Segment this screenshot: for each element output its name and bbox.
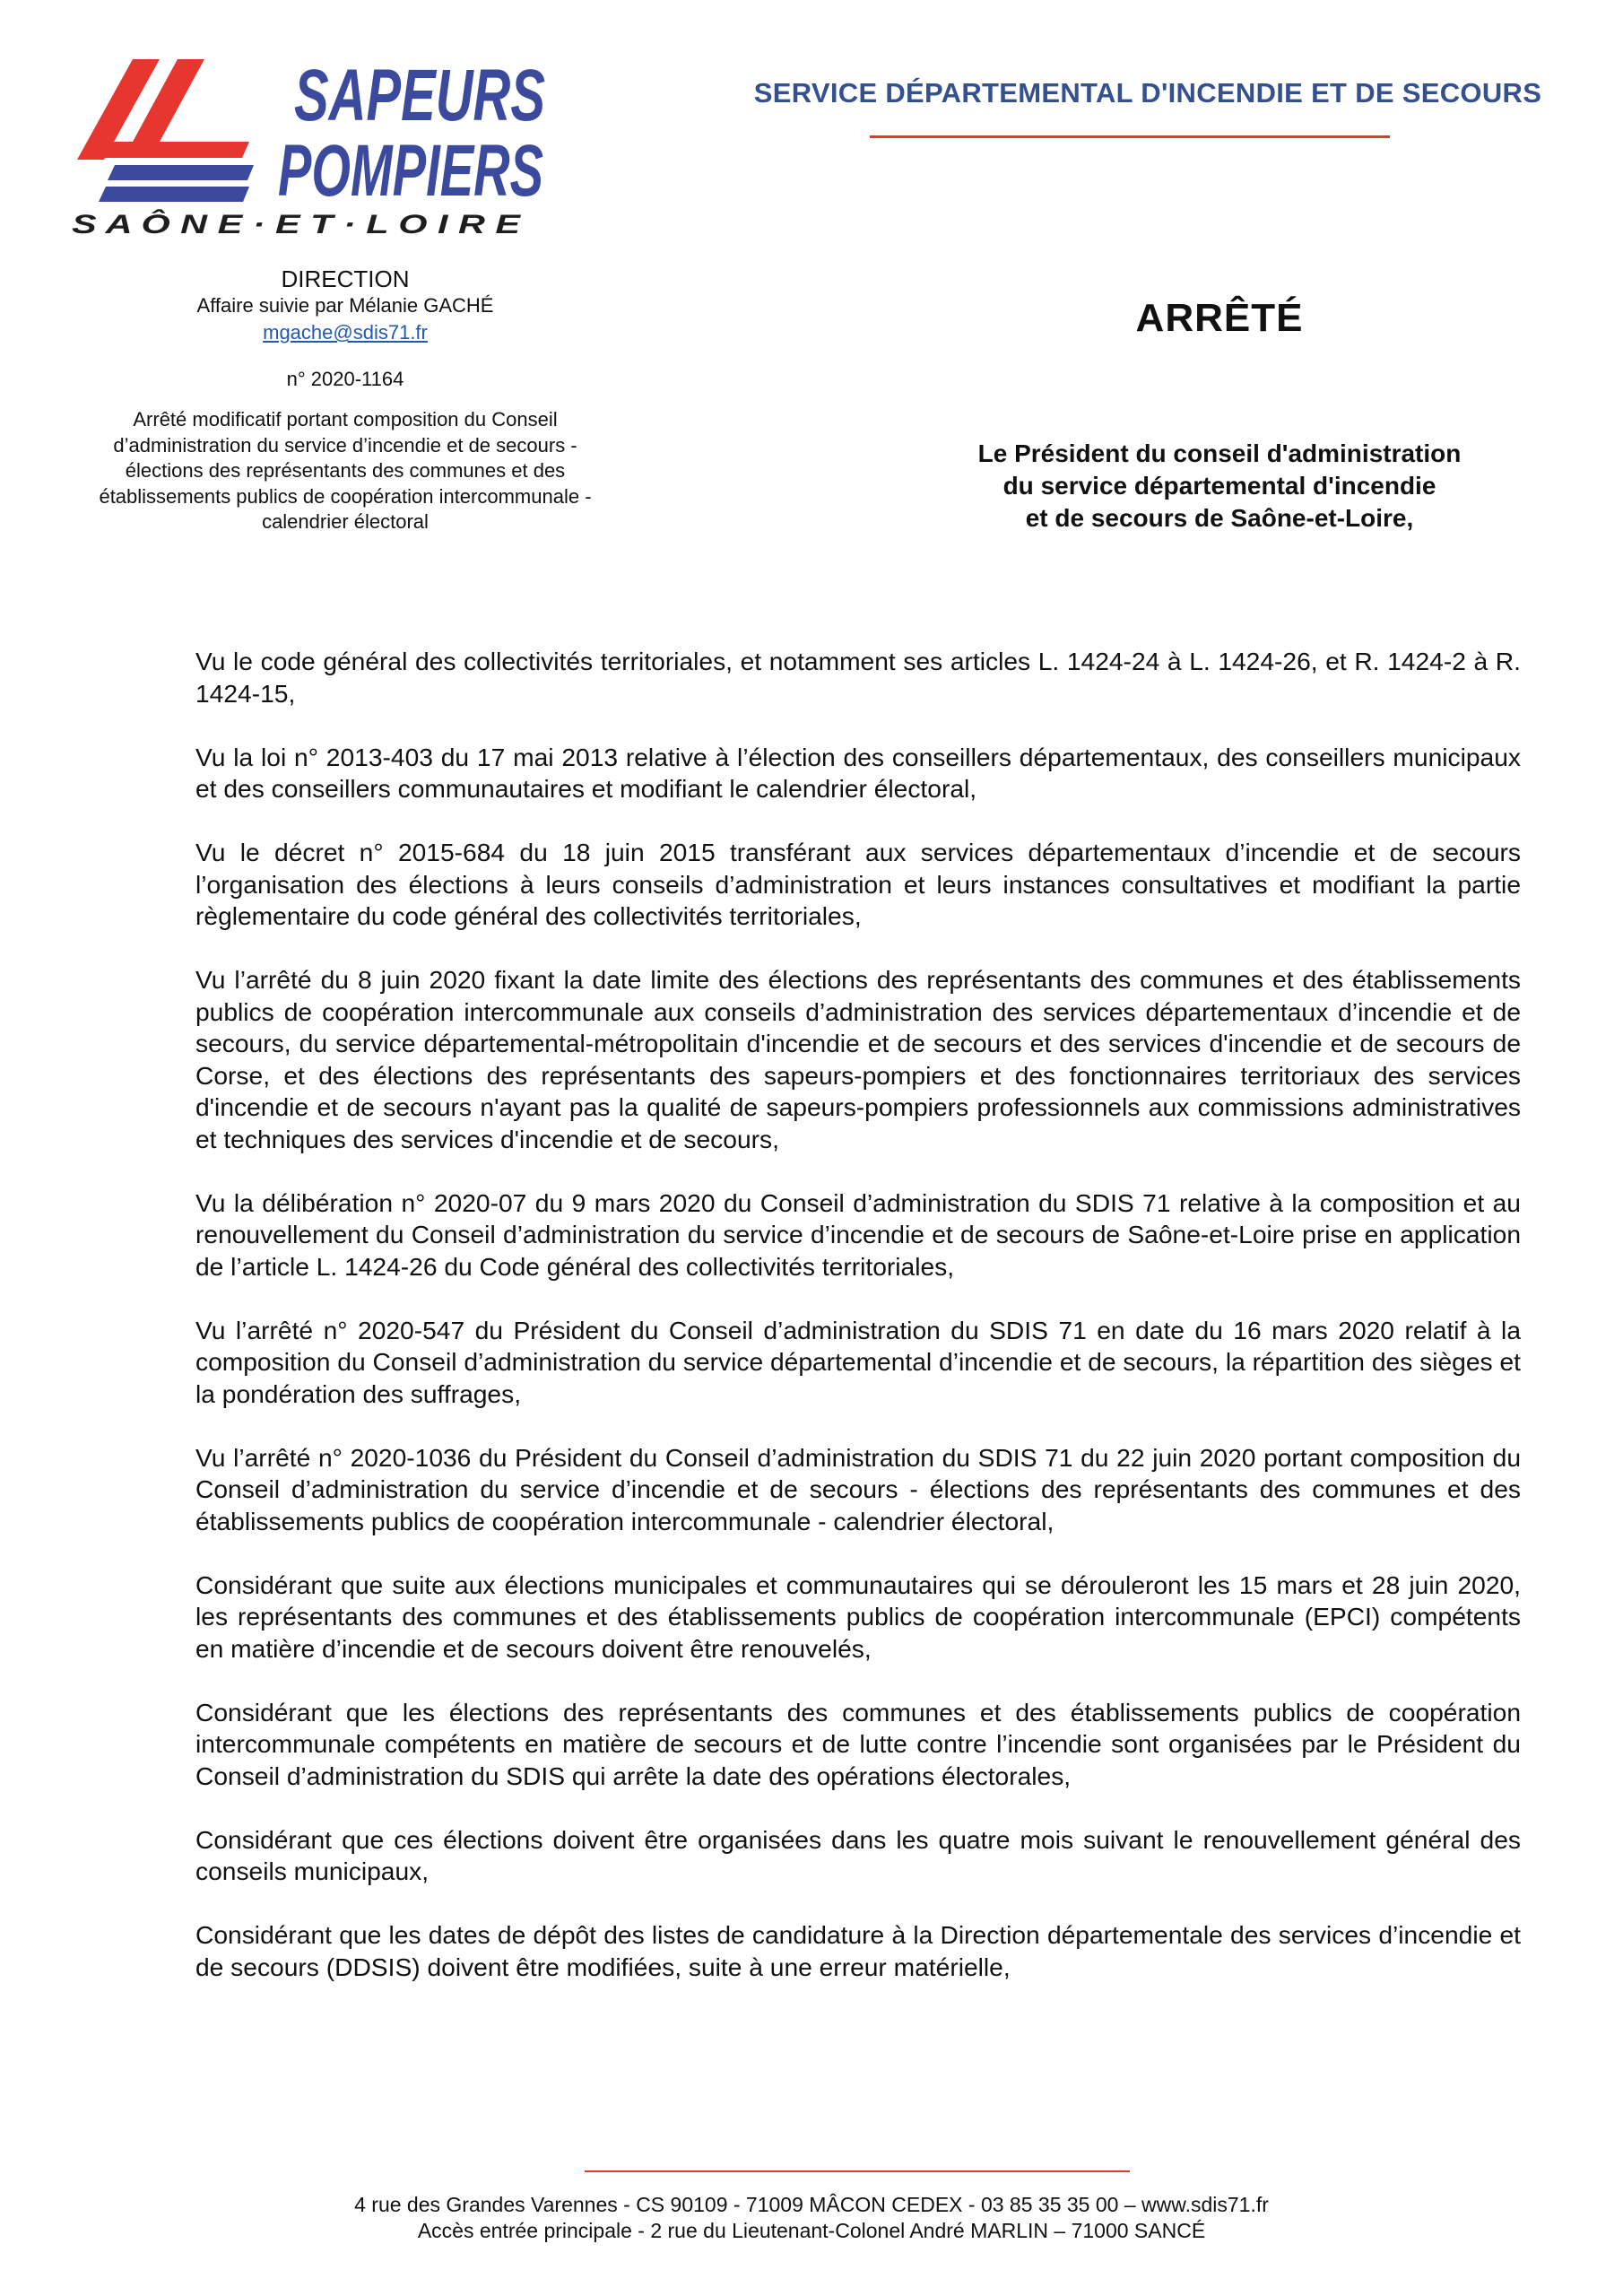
logo-blue-bar-2 (99, 187, 249, 202)
body-paragraph: Vu l’arrêté n° 2020-547 du Président du Conseil d’administration du SDIS 71 en date du 16 mars 2020 relatif à la composition du Conseil d’administration du service départemental d’incendie et de secours, la répartition des sièges et la pondération des suffrages, (195, 1315, 1521, 1408)
body-paragraph: Considérant que suite aux élections municipales et communautaires qui se dérouleront les 15 mars et 28 juin 2020, les représentants des communes et des établissements publics de coopération intercommunale (EPCI) compétents en matière d’incendie et de secours doivent être renouvelés, (195, 1570, 1521, 1663)
arrete-number: n° 2020-1164 (286, 368, 404, 390)
arrete-subject: Arrêté modificatif portant composition du Conseil d’administration du service d’incendie et de secours - élections des représentants des communes et des établissements publics de coopération intercommunale - calendrier électoral (99, 408, 592, 533)
logo-word-sapeurs: SAPEURS (294, 55, 545, 136)
footer-address: 4 rue des Grandes Varennes - CS 90109 - 71009 MÂCON CEDEX - 03 85 35 35 00 – www.sdis71.fr (354, 2193, 1269, 2216)
logo-red-bar (81, 142, 249, 158)
president-line: du service départemental d'incendie (1002, 472, 1436, 500)
footer-access: Accès entrée principale - 2 rue du Lieutenant-Colonel André MARLIN – 71000 SANCÉ (417, 2219, 1206, 2242)
president-heading (906, 438, 1533, 535)
body-paragraph: Vu le décret n° 2015-684 du 18 juin 2015 transférant aux services départementaux d’incendie et de secours l’organisation des élections à leurs conseils d’administration et leurs instances consultatives et modifiant la partie règlementaire du code général des collectivités territoriales, (195, 838, 1521, 930)
email-link[interactable]: mgache@sdis71.fr (263, 321, 428, 344)
logo-graphic (70, 52, 554, 245)
service-title-underline (870, 135, 1390, 138)
president-line: et de secours de Saône-et-Loire, (1025, 504, 1414, 532)
followed-by: Affaire suivie par Mélanie GACHÉ (196, 294, 494, 317)
body-paragraph: Vu la loi n° 2013-403 du 17 mai 2013 relative à l’élection des conseillers départementaux, des conseillers municipaux et des conseillers communautaires et modifiant le calendrier électoral, (195, 742, 1521, 803)
body-paragraph: Vu l’arrêté n° 2020-1036 du Président du Conseil d’administration du SDIS 71 du 22 juin 2020 portant composition du Conseil d’administration du service d’incendie et de secours - élections des représentants des communes et des établissements publics de coopération intercommunale - calendrier électoral, (195, 1442, 1521, 1535)
footer-divider (585, 2170, 1130, 2172)
president-line: Le Président du conseil d'administration (977, 439, 1462, 467)
sapeurs-pompiers-logo (70, 52, 554, 245)
document-body (195, 646, 1521, 2015)
reference-block (54, 265, 637, 535)
body-paragraph: Vu l’arrêté du 8 juin 2020 fixant la date limite des élections des représentants des communes et des établissements publics de coopération intercommunale aux conseils d’administration des services départementaux d’incendie et de secours, du service départemental-métropolitain d'incendie et de secours et des services d'incendie et de secours de Corse, et des élections des représentants des sapeurs-pompiers et des fonctionnaires territoriaux des services d'incendie et de secours n'ayant pas la qualité de sapeurs-pompiers professionnels aux commissions administratives et techniques des services d'incendie et de secours, (195, 965, 1521, 1153)
logo-blue-bar-1 (108, 165, 254, 180)
body-paragraph: Vu le code général des collectivités territoriales, et notamment ses articles L. 1424-24 à L. 1424-26, et R. 1424-2 à R. 1424-15, (195, 647, 1521, 708)
logo-region: S A Ô N E · E T · L O I R E (72, 210, 397, 239)
document-title: ARRÊTÉ (1135, 296, 1304, 340)
body-paragraph: Considérant que ces élections doivent être organisées dans les quatre mois suivant le renouvellement général des conseils municipaux, (195, 1824, 1521, 1885)
body-paragraph: Considérant que les dates de dépôt des listes de candidature à la Direction départementale des services d’incendie et de secours (DDSIS) doivent être modifiées, suite à une erreur matérielle, (195, 1920, 1521, 1981)
service-title: SERVICE DÉPARTEMENTAL D'INCENDIE ET DE SECOURS (753, 77, 1542, 109)
body-paragraph: Considérant que les élections des représentants des communes et des établissements publics de coopération intercommunale compétents en matière de secours et de lutte contre l’incendie sont organisées par le Président du Conseil d’administration du SDIS qui arrête la date des opérations électorales, (195, 1697, 1521, 1790)
footer (269, 2192, 1354, 2244)
direction-label: DIRECTION (281, 265, 410, 292)
logo-word-pompiers: POMPIERS (278, 130, 543, 212)
body-paragraph: Vu la délibération n° 2020-07 du 9 mars 2020 du Conseil d’administration du SDIS 71 relative à la composition et au renouvellement du Conseil d’administration du service d’incendie et de secours de Saône-et-Loire prise en application de l’article L. 1424-26 du Code général des collectivités territoriales, (195, 1187, 1521, 1281)
